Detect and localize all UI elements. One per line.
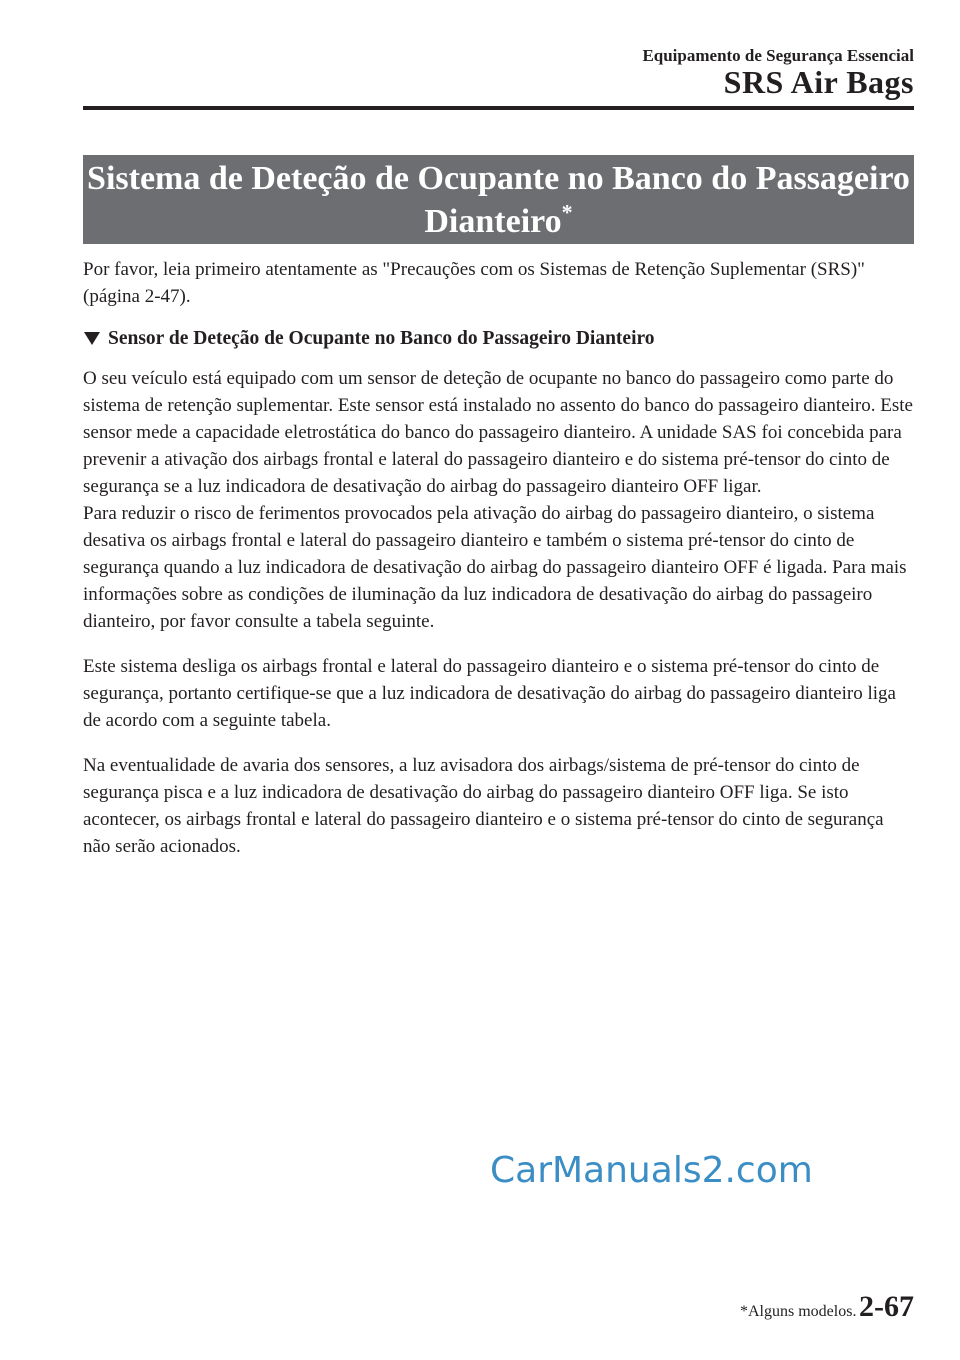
body-paragraph: Para reduzir o risco de ferimentos provocados pela ativação do airbag do passageiro dianteiro, o sistema desativa os airbags frontal e lateral do passageiro dianteiro e também o sistema pré-tensor do cinto de segurança quando a luz indicadora de desativação do airbag do passageiro dianteiro OFF é ligada. Para mais informações sobre as condições de iluminação da luz indicadora de desativação do airbag do passageiro dianteiro, por favor consulte a tabela seguinte. <box>83 503 907 632</box>
watermark-logo: CarManuals2.com <box>490 1150 813 1191</box>
header-divider <box>83 106 914 110</box>
body-paragraph: Este sistema desliga os airbags frontal e lateral do passageiro dianteiro e o sistema pré-tensor do cinto de segurança, portanto certifique-se que a luz indicadora de desativação do airbag do passageiro dianteiro liga de acordo com a seguinte tabela. <box>83 656 896 731</box>
subsection-heading-text: Sensor de Deteção de Ocupante no Banco do Passageiro Dianteiro <box>108 328 655 349</box>
section-title-banner <box>83 155 914 244</box>
chapter-header: SRS Air Bags <box>723 64 914 100</box>
section-header: Equipamento de Segurança Essencial <box>642 46 914 65</box>
page-number: 2-67 <box>859 1290 914 1323</box>
triangle-bullet-icon <box>84 332 100 345</box>
body-paragraph: Na eventualidade de avaria dos sensores, a luz avisadora dos airbags/sistema de pré-tensor do cinto de segurança pisca e a luz indicadora de desativação do airbag do passageiro dianteiro OFF liga. Se isto acontecer, os airbags frontal e lateral do passageiro dianteiro e o sistema pré-tensor do cinto de segurança não serão acionados. <box>83 755 884 857</box>
section-title-line1: Sistema de Deteção de Ocupante no Banco do Passageiro <box>87 160 910 197</box>
subsection-heading <box>83 325 913 352</box>
body-paragraph: O seu veículo está equipado com um sensor de deteção de ocupante no banco do passageiro como parte do sistema de retenção suplementar. Este sensor está instalado no assento do banco do passageiro dianteiro. Este sensor mede a capacidade eletrostática do banco do passageiro dianteiro. A unidade SAS foi concebida para prevenir a ativação dos airbags frontal e lateral do passageiro dianteiro e do sistema pré-tensor do cinto de segurança se a luz indicadora de desativação do airbag do passageiro dianteiro OFF ligar. <box>83 368 913 497</box>
intro-paragraph: Por favor, leia primeiro atentamente as "Precauções com os Sistemas de Retenção Suplementar (SRS)" (página 2-47). <box>83 259 865 307</box>
footnote: *Alguns modelos. <box>740 1303 857 1320</box>
section-title-line2-text: Dianteiro <box>424 203 562 240</box>
optional-asterisk: * <box>561 199 573 225</box>
body-content <box>83 256 913 860</box>
section-title-line2 <box>83 200 914 243</box>
